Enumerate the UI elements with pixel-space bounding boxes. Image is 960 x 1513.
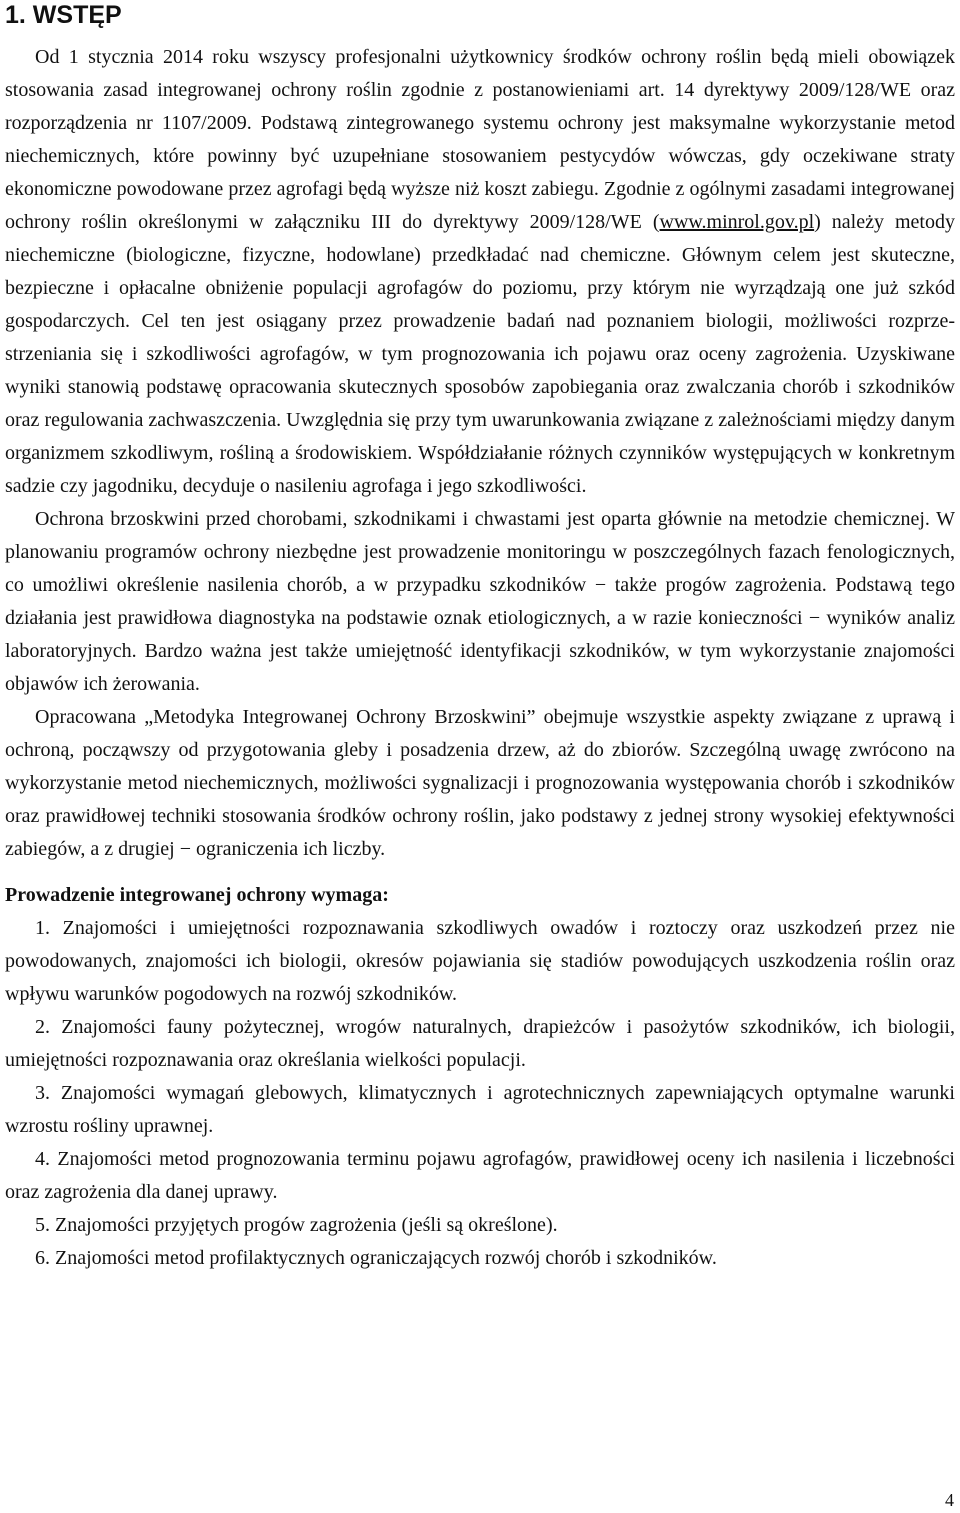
list-item: 5. Znajomości przyjętych progów zagrożenia (jeśli są określone).	[35, 1214, 558, 1236]
paragraph-intro	[5, 41, 955, 503]
list-item: 1. Znajomości i umiejętności rozpoznawania szkodliwych owadów i roztoczy oraz uszkodzeń przez nie powodowanych, znajomości ich biologii, okresów pojawiania się stadiów powodujących uszkodzenia roślin oraz wpływu warunków pogodowych na rozwój szkodników.	[5, 917, 955, 1005]
list-item: 4. Znajomości metod prognozowania terminu pojawu agrofagów, prawidłowej oceny ich nasilenia i liczebności oraz zagrożenia dla danej uprawy.	[5, 1148, 955, 1203]
requirements-title: Prowadzenie integrowanej ochrony wymaga:	[5, 884, 389, 906]
section-heading: 1. WSTĘP	[5, 1, 122, 29]
paragraph-peach-protection: Ochrona brzoskwini przed chorobami, szkodnikami i chwastami jest oparta głównie na metodzie chemicznej. W planowaniu programów ochrony niezbędne jest prowadzenie monitoringu w poszczególnych fazach fenologicznych, co umożliwi określenie nasilenia chorób, a w przypadku szkodników − także progów zagrożenia. Podstawą tego działania jest prawidłowa diagnostyka na podstawie oznak etiologicznych, a w razie konieczności − wyników analiz laboratoryjnych. Bardzo ważna jest także umiejętność identyfikacji szkodników, w tym wykorzystanie znajomości objawów ich żerowania.	[5, 508, 955, 695]
paragraph-intro-text-start: Od 1 stycznia 2014 roku wszyscy profesjonalni użytkownicy środków ochrony roślin będą mieli obowiązek stosowania zasad integrowanej ochrony roślin zgodnie z postanowieniami art. 14 dyrektywy 2009/128/WE oraz rozporządzenia nr 1107/2009. Podstawą zintegrowanego systemu ochrony jest maksymalne wykorzystanie metod niechemicznych, które powinny być uzupełniane stosowaniem pestycydów wówczas, gdy oczekiwane straty ekonomiczne powodowane przez agrofagi będą wyższe niż koszt zabiegu. Zgodnie z ogólnymi zasadami integrowanej ochrony roślin określonymi w załączniku III do dyrektywy 2009/128/WE (	[5, 46, 955, 233]
requirements-list	[5, 912, 955, 1275]
list-item: 2. Znajomości fauny pożytecznej, wrogów naturalnych, drapieżców i pasożytów szkodników, ich biologii, umiejętności rozpoznawania oraz określania wielkości populacji.	[5, 1016, 955, 1071]
minrol-link[interactable]: www.minrol.gov.pl	[659, 211, 815, 233]
page-number: 4	[945, 1490, 954, 1510]
list-item: 6. Znajomości metod profilaktycznych ograniczających rozwój chorób i szkodników.	[35, 1247, 717, 1269]
paragraph-intro-text-end: ) należy metody niechemiczne (biologiczne, fizyczne, hodowlane) przedkładać nad chemiczne. Głównym celem jest skuteczne, bezpieczne i opłacalne obniżenie populacji agrofagów do poziomu, przy którym nie wyrządzają one już szkód gospodarczych. Cel ten jest osiągany przez prowadzenie badań nad poznaniem biologii, możliwości rozprzestrzeniania się i szkodliwości agrofagów, w tym prognozowania ich pojawu oraz oceny zagrożenia. Uzyskiwane wyniki stanowią podstawę opracowania skutecznych sposobów zapobiegania oraz zwalczania chorób i szkodników oraz regulowania zachwaszczenia. Uwzględnia się przy tym uwarunkowania związane z zależnościami między danym organizmem szkodliwym, rośliną a środowiskiem. Współdziałanie różnych czynników występujących w konkretnym sadzie czy jagodniku, decyduje o nasileniu agrofaga i jego szkodliwości.	[5, 211, 955, 497]
paragraph-methodology: Opracowana „Metodyka Integrowanej Ochrony Brzoskwini” obejmuje wszystkie aspekty związane z uprawą i ochroną, począwszy od przygotowania gleby i posadzenia drzew, aż do zbiorów. Szczególną uwagę zwrócono na wykorzystanie metod niechemicznych, możliwości sygnalizacji i prognozowania występowania chorób i szkodników oraz prawidłowej techniki stosowania środków ochrony roślin, jako podstawy z jednej strony wysokiej efektywności zabiegów, a z drugiej − ograniczenia ich liczby.	[5, 706, 955, 860]
list-item: 3. Znajomości wymagań glebowych, klimatycznych i agrotechnicznych zapewniających optymalne warunki wzrostu rośliny uprawnej.	[5, 1082, 955, 1137]
